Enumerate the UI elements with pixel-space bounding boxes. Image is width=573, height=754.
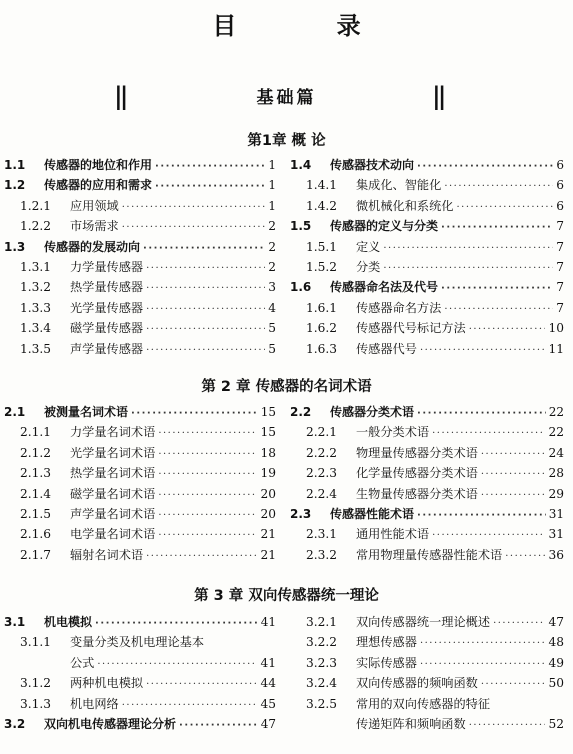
toc-entry-page: 20: [260, 507, 276, 521]
toc-entry-page: 22: [548, 425, 564, 440]
toc-entry-title: 两种机电模拟: [70, 676, 144, 691]
chapter-title-1: 第1章 概 论: [247, 133, 326, 149]
toc-entry-number: 3.1: [4, 615, 26, 629]
part-mark-right: ||: [432, 81, 444, 110]
toc-entry-page: 22: [548, 405, 564, 419]
toc-subsection-entry: [290, 318, 564, 338]
toc-entry-page: 5: [268, 341, 276, 356]
toc-entry-number: 2.1: [4, 405, 26, 419]
toc-entry-number: 2.3.1: [306, 527, 338, 542]
toc-subsection-entry: [290, 443, 564, 463]
dot-leader: [481, 465, 546, 485]
toc-entry-page: 29: [548, 486, 564, 501]
toc-entry-title: 传感器技术动向: [330, 158, 415, 172]
toc-entry-title: 机电模拟: [44, 615, 93, 629]
chapter-title-3: 第 3 章 双向传感器统一理论: [194, 588, 379, 604]
dot-leader: [444, 300, 553, 320]
toc-entry-title: 市场需求: [70, 219, 119, 234]
toc-entry-page: 49: [548, 655, 564, 670]
toc-entry-number: 1.3.2: [20, 280, 52, 295]
dot-leader: [158, 465, 257, 485]
dot-leader: [122, 198, 265, 218]
toc-entry-title: 生物量传感器分类术语: [356, 486, 478, 501]
toc-entry-title: 物理量传感器分类术语: [356, 445, 478, 460]
toc-entry-number: 1.3.1: [20, 260, 52, 274]
toc-entry-number: 1.3: [4, 239, 26, 254]
toc-entry-page: 6: [556, 178, 564, 193]
toc-entry-title: 传感器的定义与分类: [330, 219, 439, 234]
toc-entry-page: 31: [548, 527, 564, 542]
dot-leader: [146, 300, 265, 320]
toc-entry-title: 传感器分类术语: [330, 405, 415, 419]
toc-entry-number: 3.2.5: [306, 696, 338, 711]
dot-leader: [469, 716, 546, 736]
toc-entry-page: 1: [268, 178, 276, 193]
dot-leader: [493, 614, 545, 634]
toc-entry-title: 力学量传感器: [70, 260, 144, 274]
toc-entry-number: 3.2.4: [306, 676, 338, 691]
toc-subsection-entry: [4, 216, 276, 236]
toc-entry-title: 通用性能术语: [356, 527, 430, 542]
toc-entry-page: 48: [548, 635, 564, 650]
toc-entry-title: 微机械化和系统化: [356, 198, 454, 213]
toc-entry-title: 定义: [356, 239, 381, 254]
toc-section-entry: [4, 175, 276, 195]
dot-leader: [417, 506, 546, 526]
toc-entry-title: 传感器代号标记方法: [356, 321, 466, 336]
toc-section-entry: [4, 402, 276, 422]
toc-entry-number: 1.5: [290, 219, 312, 234]
toc-entry-page: 45: [260, 696, 276, 711]
toc-entry-number: 1.3.3: [20, 300, 52, 315]
toc-entry-number: 2.2.3: [306, 466, 338, 481]
toc-entry-number: 2.3: [290, 507, 312, 521]
dot-leader: [441, 218, 553, 238]
toc-subsection-entry: [4, 257, 276, 277]
toc-subsection-entry: [4, 632, 276, 652]
toc-entry-title: 分类: [356, 260, 381, 274]
toc-entry-page: 20: [260, 486, 276, 501]
toc-entry-number: 2.2.4: [306, 486, 338, 501]
toc-entry-title: 声学量名词术语: [70, 507, 156, 521]
toc-entry-page: 15: [260, 425, 276, 440]
dot-leader: [417, 404, 546, 424]
toc-subsection-entry: [290, 714, 564, 734]
toc-entry-number: 2.1.4: [20, 486, 52, 501]
toc-subsection-entry: [4, 443, 276, 463]
toc-entry-page: 11: [548, 341, 564, 356]
toc-entry-title: 磁学量名词术语: [70, 486, 156, 501]
toc-entry-title: 传感器代号: [356, 341, 417, 356]
toc-entry-title: 一般分类术语: [356, 425, 430, 440]
toc-entry-title: 热学量传感器: [70, 280, 144, 295]
toc-entry-number: 1.2: [4, 178, 26, 193]
toc-entry-title: 热学量名词术语: [70, 466, 156, 481]
toc-entry-page: 24: [548, 445, 564, 460]
toc-entry-title: 传感器的应用和需求: [44, 178, 153, 193]
toc-entry-title: 应用领域: [70, 198, 119, 213]
toc-entry-number: 1.4.2: [306, 198, 338, 213]
toc-entry-page: 15: [260, 405, 276, 419]
toc-section-entry: [290, 277, 564, 297]
toc-subsection-entry: [290, 422, 564, 442]
toc-subsection-entry: [290, 237, 564, 257]
toc-subsection-entry: [4, 545, 276, 565]
toc-entry-title: 电学量名词术语: [70, 527, 156, 542]
toc-entry-page: 5: [268, 321, 276, 336]
toc-subsection-entry: [4, 196, 276, 216]
toc-entry-page: 7: [556, 219, 564, 234]
toc-entry-number: 2.2.2: [306, 445, 338, 460]
toc-entry-title: 辐射名词术语: [70, 547, 144, 562]
toc-entry-number: 3.1.2: [20, 676, 52, 691]
dot-leader: [432, 424, 545, 444]
toc-subsection-entry: [290, 339, 564, 359]
dot-leader: [481, 675, 546, 695]
toc-entry-number: 2.1.6: [20, 527, 52, 542]
toc-subsection-entry: [290, 632, 564, 652]
toc-entry-page: 31: [548, 507, 564, 521]
dot-leader: [158, 506, 257, 526]
toc-entry-number: 1.6.3: [306, 341, 338, 356]
toc-subsection-entry: [290, 612, 564, 632]
toc-entry-number: 1.5.1: [306, 239, 338, 254]
toc-entry-number: 3.2.2: [306, 635, 338, 650]
dot-leader: [420, 655, 546, 675]
dot-leader: [158, 445, 257, 465]
toc-section-entry: [4, 612, 276, 632]
toc-section-entry: [290, 402, 564, 422]
dot-leader: [158, 526, 257, 546]
dot-leader: [146, 279, 265, 299]
toc-entry-title: 传感器命名法及代号: [330, 280, 439, 295]
dot-leader: [131, 404, 258, 424]
toc-entry-title: 集成化、智能化: [356, 178, 442, 193]
toc-entry-title: 被测量名词术语: [44, 405, 129, 419]
toc-entry-number: 3.1.1: [20, 635, 52, 650]
dot-leader: [505, 547, 545, 567]
toc-entry-page: 2: [268, 219, 276, 234]
dot-leader: [383, 239, 553, 259]
toc-entry-number: 1.6.2: [306, 321, 338, 336]
dot-leader: [122, 696, 258, 716]
toc-entry-page: 7: [556, 280, 564, 295]
toc-section-entry: [4, 714, 276, 734]
toc-entry-title: 公式: [70, 655, 95, 670]
dot-leader: [95, 614, 258, 634]
dot-leader: [457, 198, 554, 218]
toc-entry-page: 6: [556, 198, 564, 213]
toc-subsection-entry: [4, 463, 276, 483]
part-title: 基础篇: [256, 88, 317, 108]
dot-leader: [158, 424, 257, 444]
toc-entry-number: 1.6: [290, 280, 312, 295]
toc-subsection-entry: [290, 524, 564, 544]
toc-entry-title: 声学量传感器: [70, 341, 144, 356]
toc-subsection-entry: [290, 545, 564, 565]
toc-entry-title: 常用的双向传感器的特征: [356, 696, 491, 711]
toc-entry-page: 7: [556, 300, 564, 315]
toc-entry-page: 18: [260, 445, 276, 460]
dot-leader: [146, 547, 257, 567]
toc-subsection-entry: [4, 298, 276, 318]
toc-entry-number: 2.3.2: [306, 547, 338, 562]
toc-entry-title: 光学量名词术语: [70, 445, 156, 460]
toc-entry-title: 理想传感器: [356, 635, 417, 650]
toc-entry-title: 双向传感器统一理论概述: [356, 615, 491, 629]
toc-subsection-entry: [290, 463, 564, 483]
toc-subsection-entry: [4, 524, 276, 544]
dot-leader: [155, 177, 265, 197]
toc-entry-title: 磁学量传感器: [70, 321, 144, 336]
dot-leader: [146, 341, 265, 361]
toc-entry-page: 52: [548, 717, 564, 731]
toc-entry-number: 2.1.1: [20, 425, 52, 440]
toc-entry-number: 1.4: [290, 158, 312, 172]
toc-entry-page: 2: [268, 260, 276, 274]
toc-entry-number: 2.1.2: [20, 445, 52, 460]
toc-entry-number: 2.1.5: [20, 507, 52, 521]
dot-leader: [146, 259, 265, 279]
dot-leader: [158, 486, 257, 506]
toc-subsection-entry: [4, 484, 276, 504]
toc-entry-page: 21: [260, 547, 276, 562]
toc-entry-number: 2.2: [290, 405, 312, 419]
dot-leader: [481, 445, 546, 465]
toc-subsection-entry: [290, 298, 564, 318]
dot-leader: [441, 279, 553, 299]
toc-subsection-entry: [4, 422, 276, 442]
toc-subsection-entry: [4, 277, 276, 297]
toc-entry-title: 光学量传感器: [70, 300, 144, 315]
toc-subsection-entry: [4, 673, 276, 693]
toc-entry-number: 1.4.1: [306, 178, 338, 193]
toc-entry-page: 3: [268, 280, 276, 295]
dot-leader: [146, 675, 257, 695]
toc-entry-number: 2.1.3: [20, 466, 52, 481]
toc-entry-page: 2: [268, 239, 276, 254]
toc-subsection-entry: [4, 694, 276, 714]
toc-entry-number: 1.3.5: [20, 341, 52, 356]
page-title: 目 录: [212, 12, 407, 40]
toc-entry-page: 50: [548, 676, 564, 691]
dot-leader: [469, 320, 546, 340]
dot-leader: [420, 634, 546, 654]
toc-entry-title: 传感器命名方法: [356, 300, 442, 315]
toc-entry-number: 1.5.2: [306, 260, 338, 274]
toc-subsection-entry: [4, 653, 276, 673]
dot-leader: [481, 486, 546, 506]
toc-entry-title: 传感器的发展动向: [44, 239, 141, 254]
chapter-title-2: 第 2 章 传感器的名词术语: [201, 379, 372, 395]
toc-entry-page: 7: [556, 239, 564, 254]
dot-leader: [122, 218, 265, 238]
toc-entry-title: 双向机电传感器理论分析: [44, 717, 177, 731]
toc-entry-number: 3.2.3: [306, 655, 338, 670]
toc-entry-page: 36: [548, 547, 564, 562]
toc-entry-title: 力学量名词术语: [70, 425, 156, 440]
toc-section-entry: [4, 237, 276, 257]
toc-subsection-entry: [290, 673, 564, 693]
dot-leader: [417, 157, 553, 177]
dot-leader: [432, 526, 545, 546]
toc-entry-page: 1: [268, 198, 276, 213]
toc-subsection-entry: [290, 694, 564, 714]
toc-entry-title: 变量分类及机电理论基本: [70, 635, 205, 650]
toc-subsection-entry: [290, 257, 564, 277]
toc-entry-number: 3.2: [4, 717, 26, 731]
dot-leader: [383, 259, 553, 279]
toc-entry-number: 2.2.1: [306, 425, 338, 440]
toc-entry-title: 传递矩阵和频响函数: [356, 717, 466, 731]
toc-entry-page: 21: [260, 527, 276, 542]
toc-entry-title: 常用物理量传感器性能术语: [356, 547, 503, 562]
toc-entry-number: 1.6.1: [306, 300, 338, 315]
dot-leader: [420, 341, 546, 361]
dot-leader: [155, 157, 265, 177]
toc-entry-page: 44: [260, 676, 276, 691]
toc-entry-page: 1: [268, 158, 276, 172]
toc-section-entry: [290, 216, 564, 236]
toc-entry-page: 10: [548, 321, 564, 336]
toc-entry-page: 28: [548, 466, 564, 481]
toc-entry-title: 化学量传感器分类术语: [356, 466, 478, 481]
toc-entry-number: 3.2.1: [306, 615, 338, 629]
toc-entry-page: 47: [260, 717, 276, 731]
toc-section-entry: [290, 155, 564, 175]
toc-entry-number: 3.1.3: [20, 696, 52, 711]
toc-entry-page: 41: [260, 655, 276, 670]
toc-entry-title: 双向传感器的频响函数: [356, 676, 478, 691]
toc-section-entry: [4, 155, 276, 175]
part-header: [0, 79, 573, 113]
toc-subsection-entry: [4, 504, 276, 524]
toc-entry-number: 1.3.4: [20, 321, 52, 336]
toc-entry-page: 41: [260, 615, 276, 629]
dot-leader: [143, 239, 265, 259]
toc-section-entry: [290, 504, 564, 524]
dot-leader: [444, 177, 553, 197]
toc-subsection-entry: [4, 318, 276, 338]
toc-entry-number: 2.1.7: [20, 547, 52, 562]
toc-entry-number: 1.1: [4, 158, 26, 172]
toc-entry-title: 传感器性能术语: [330, 507, 415, 521]
dot-leader: [97, 655, 257, 675]
toc-entry-page: 19: [260, 466, 276, 481]
dot-leader: [146, 320, 265, 340]
toc-entry-page: 7: [556, 260, 564, 274]
toc-entry-number: 1.2.2: [20, 219, 52, 234]
toc-entry-title: 传感器的地位和作用: [44, 158, 153, 172]
toc-entry-title: 实际传感器: [356, 655, 417, 670]
part-mark-left: ||: [114, 81, 126, 110]
toc-entry-page: 4: [268, 300, 276, 315]
toc-entry-title: 机电网络: [70, 696, 119, 711]
toc-entry-page: 6: [556, 158, 564, 172]
toc-subsection-entry: [4, 339, 276, 359]
dot-leader: [179, 716, 258, 736]
toc-subsection-entry: [290, 175, 564, 195]
toc-subsection-entry: [290, 484, 564, 504]
toc-subsection-entry: [290, 653, 564, 673]
toc-entry-page: 47: [548, 615, 564, 629]
toc-subsection-entry: [290, 196, 564, 216]
toc-entry-number: 1.2.1: [20, 198, 52, 213]
